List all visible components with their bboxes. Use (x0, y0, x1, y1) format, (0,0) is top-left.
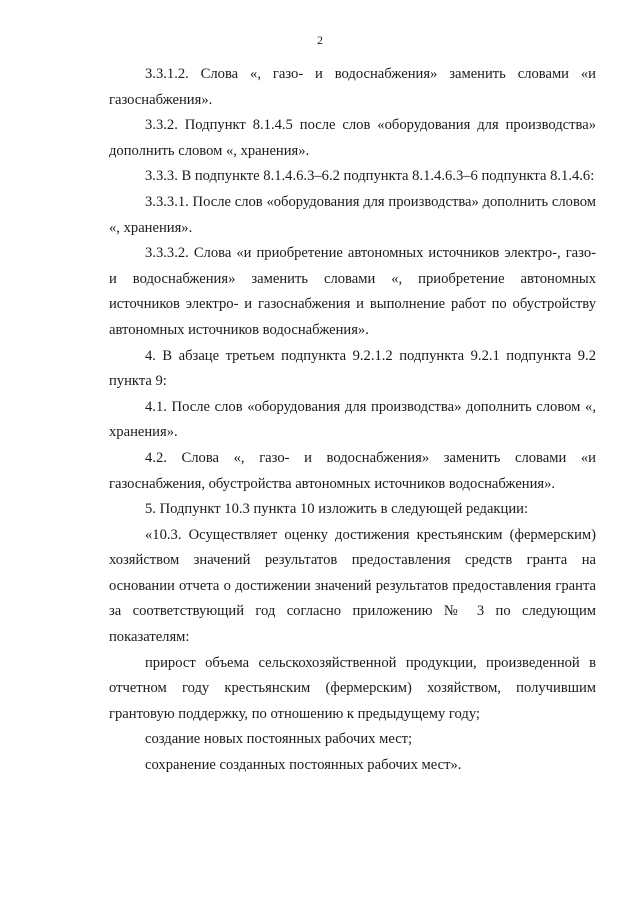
paragraph-3-3-3-1: 3.3.3.1. После слов «оборудования для производства» дополнить словом «, хранения». (109, 193, 596, 236)
paragraph-4: 4. В абзаце третьем подпункта 9.2.1.2 подпункта 9.2.1 подпункта 9.2 пункта 9: (109, 347, 596, 390)
page-number: 2 (317, 33, 323, 47)
paragraph-3-3-2: 3.3.2. Подпункт 8.1.4.5 после слов «оборудования для производства» дополнить словом «, хранения». (109, 117, 596, 159)
paragraph-4-2: 4.2. Слова «, газо- и водоснабжения» заменить словами «и газоснабжения, обустройства автономных источников водоснабжения». (109, 449, 596, 492)
indicator-item: прирост объема сельскохозяйственной продукции, произведенной в отчетном году крестьянским (фермерским) хозяйством, получившим грантовую поддержку, по отношению к предыдущему году; (109, 654, 596, 722)
paragraph-5: 5. Подпункт 10.3 пункта 10 изложить в следующей редакции: (145, 501, 529, 518)
indicator-item: создание новых постоянных рабочих мест; (145, 731, 413, 748)
paragraph-4-1: 4.1. После слов «оборудования для производства» дополнить словом «, хранения». (109, 398, 596, 441)
document-body (109, 62, 596, 779)
paragraph-10-3: «10.3. Осуществляет оценку достижения крестьянским (фермерским) хозяйством значений результатов предоставления средств гранта на основании отчета о достижении значений результатов предоставления гранта за соответствующий год согласно приложению № 3 по следующим показателям: (109, 526, 596, 646)
indicator-item: сохранение созданных постоянных рабочих мест». (145, 757, 462, 774)
paragraph-3-3-3: 3.3.3. В подпункте 8.1.4.6.3–6.2 подпункта 8.1.4.6.3–6 подпункта 8.1.4.6: (145, 168, 595, 185)
paragraph-3-3-1-2: 3.3.1.2. Слова «, газо- и водоснабжения» заменить словами «и газоснабжения». (109, 66, 596, 108)
indicator-list (109, 651, 596, 779)
paragraph-3-3-3-2: 3.3.3.2. Слова «и приобретение автономных источников электро-, газо- и водоснабжения» заменить словами «, приобретение автономных источников электро- и газоснабжения и выполнение работ по обустройству автономных источников водоснабжения». (109, 245, 596, 338)
